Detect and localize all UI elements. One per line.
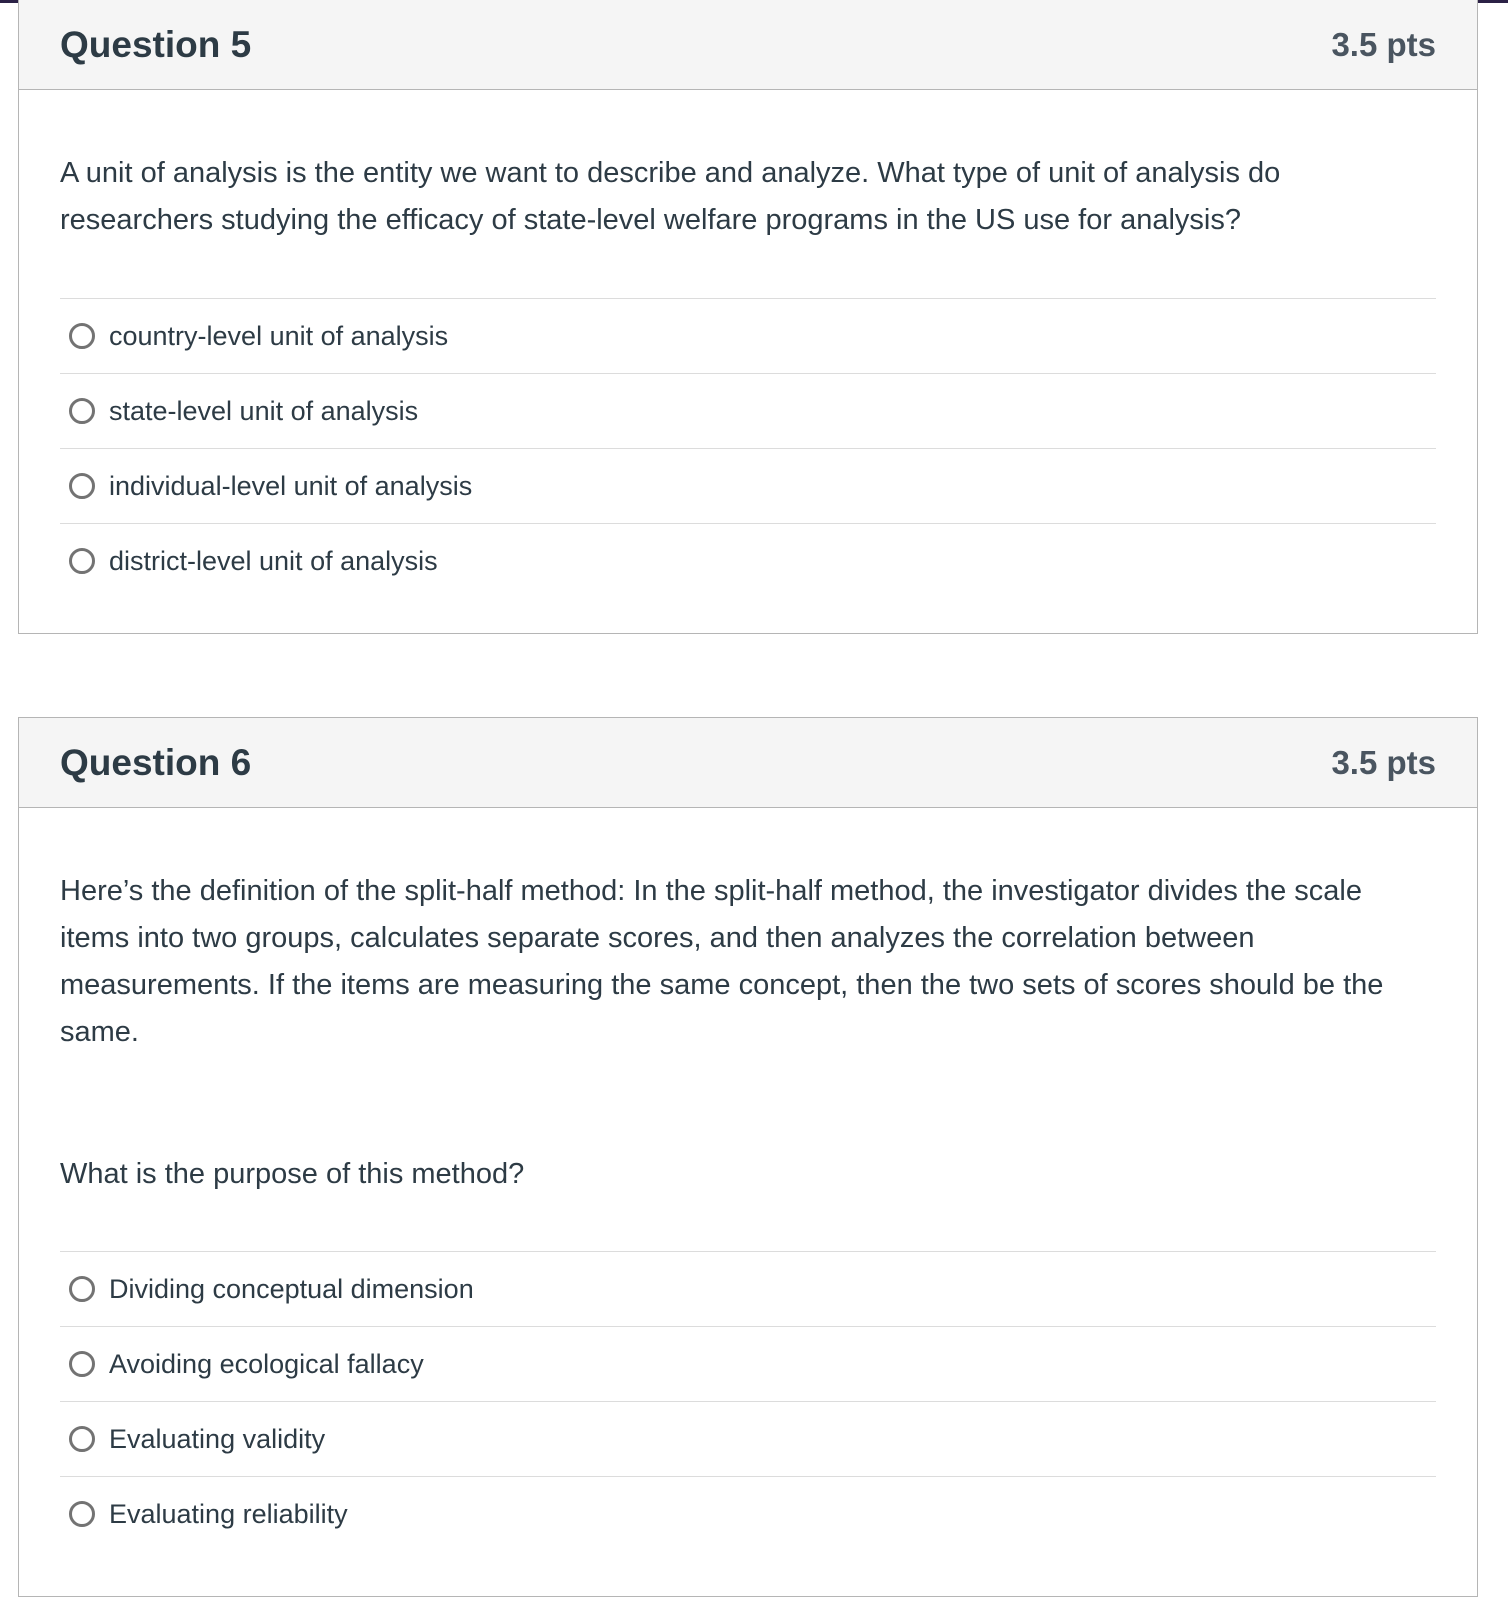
question-header <box>19 718 1477 808</box>
answer-label[interactable]: individual-level unit of analysis <box>109 470 473 501</box>
radio-button-icon[interactable] <box>69 1276 95 1302</box>
question-header <box>19 0 1477 90</box>
answer-list <box>60 1251 1436 1551</box>
question-body <box>19 90 1477 598</box>
question-body <box>19 808 1477 1551</box>
answer-option[interactable] <box>60 1401 1436 1476</box>
answer-label[interactable]: Evaluating reliability <box>109 1498 348 1529</box>
answer-label[interactable]: Evaluating validity <box>109 1423 326 1454</box>
answer-option[interactable] <box>60 373 1436 448</box>
answer-label[interactable]: country-level unit of analysis <box>109 320 449 351</box>
answer-label[interactable]: Dividing conceptual dimension <box>109 1273 474 1304</box>
answer-label[interactable]: state-level unit of analysis <box>109 395 419 426</box>
answer-option[interactable] <box>60 448 1436 523</box>
radio-button-icon[interactable] <box>69 323 95 349</box>
radio-button-icon[interactable] <box>69 548 95 574</box>
answer-label[interactable]: Avoiding ecological fallacy <box>109 1348 424 1379</box>
answer-option[interactable] <box>60 1326 1436 1401</box>
radio-button-icon[interactable] <box>69 1501 95 1527</box>
question-points: 3.5 pts <box>1331 743 1436 781</box>
radio-button-icon[interactable] <box>69 1351 95 1377</box>
answer-option[interactable] <box>60 298 1436 373</box>
answer-option[interactable] <box>60 1476 1436 1551</box>
answer-list <box>60 298 1436 598</box>
question-6 <box>18 717 1478 1597</box>
question-text: A unit of analysis is the entity we want to describe and analyze. What type of unit of analysis do researchers studying the efficacy of state-level welfare programs in the US use for analysis? <box>60 157 1281 236</box>
radio-button-icon[interactable] <box>69 473 95 499</box>
question-text: Here’s the definition of the split-half method: In the split-half method, the investigator divides the scale items into two groups, calculates separate scores, and then analyzes the correlation between measurements. If the items are measuring the same concept, then the two sets of scores should be the same. <box>60 875 1384 1048</box>
radio-button-icon[interactable] <box>69 1426 95 1452</box>
answer-option[interactable] <box>60 523 1436 598</box>
question-prompt: What is the purpose of this method? <box>60 1158 525 1190</box>
question-points: 3.5 pts <box>1331 25 1436 63</box>
question-title: Question 5 <box>60 23 252 65</box>
answer-option[interactable] <box>60 1251 1436 1326</box>
radio-button-icon[interactable] <box>69 398 95 424</box>
question-title: Question 6 <box>60 741 252 783</box>
question-5 <box>18 0 1478 634</box>
answer-label[interactable]: district-level unit of analysis <box>109 545 438 576</box>
